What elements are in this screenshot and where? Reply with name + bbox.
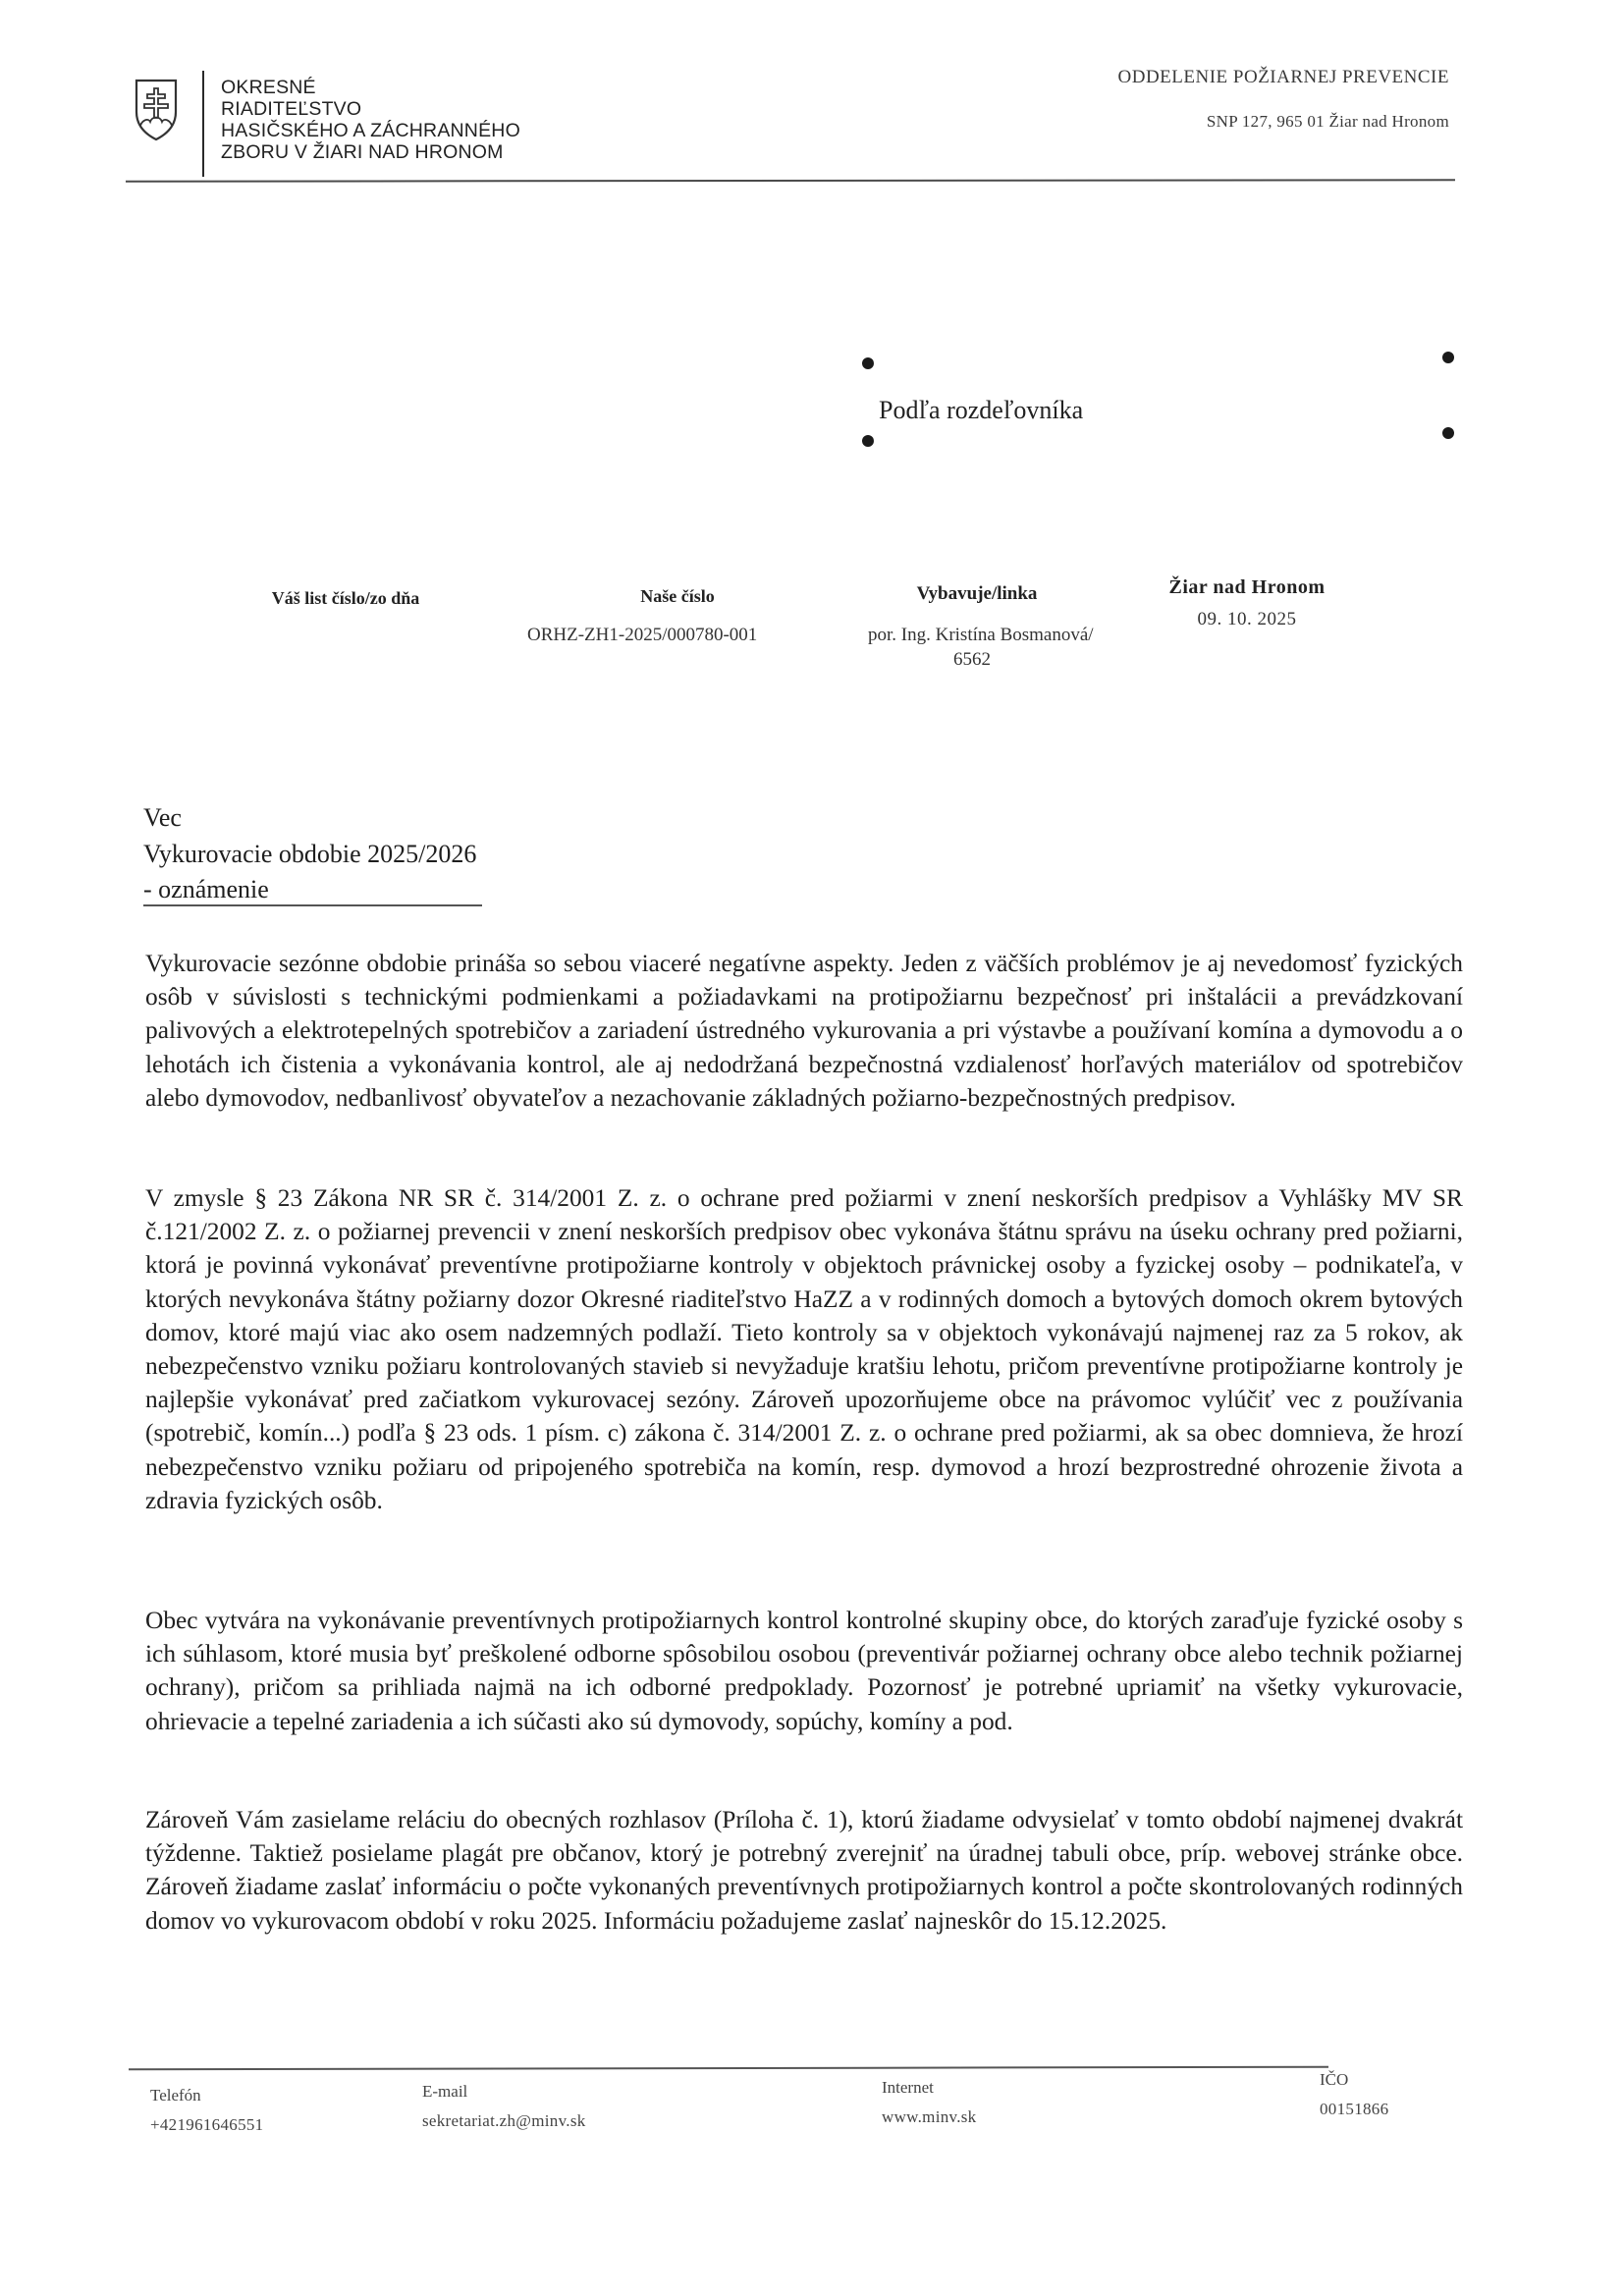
your-letter-column <box>228 588 463 609</box>
footer-ico <box>1320 2070 1388 2119</box>
subject-subtitle: - oznámenie <box>143 875 269 903</box>
recipient: Podľa rozdeľovníka <box>879 396 1084 424</box>
org-line: HASIČSKÉHO A ZÁCHRANNÉHO <box>221 120 520 141</box>
subject-title: Vykurovacie obdobie 2025/2026 <box>143 840 477 868</box>
footer-internet <box>882 2078 977 2127</box>
handled-by-label: Vybavuje/linka <box>916 583 1038 604</box>
address-window-marker <box>1442 427 1454 439</box>
your-letter-label: Váš list číslo/zo dňa <box>271 588 420 608</box>
place-date-column <box>1149 576 1345 631</box>
subject-underline <box>143 904 482 906</box>
org-line: ZBORU V ŽIARI NAD HRONOM <box>221 141 504 163</box>
phone-label: Telefón <box>150 2086 201 2105</box>
header-divider <box>126 179 1455 182</box>
footer-email <box>422 2082 586 2131</box>
phone-value: +421961646551 <box>150 2115 264 2134</box>
address-window-marker <box>862 435 874 447</box>
body-paragraph: Zároveň Vám zasielame reláciu do obecných rozhlasov (Príloha č. 1), ktorú žiadame odvysielať v tomto období najmenej dvakrát týždenne. Taktiež posielame plagát pre občanov, ktorý je potrebný zverejniť na úradnej tabuli obce, príp. webovej stránke obce. Zároveň žiadame zaslať informáciu o počte vykonaných preventívnych protipožiarnych kontrol a počte skontrolovaných rodinných domov vo vykurovacom období v roku 2025. Informáciu požadujeme zaslať najneskôr do 15.12.2025. <box>145 1806 1463 1935</box>
footer-divider <box>129 2066 1328 2071</box>
organization-name <box>221 77 520 163</box>
org-line: RIADITEĽSTVO <box>221 98 362 120</box>
letter-date: 09. 10. 2025 <box>1197 609 1297 629</box>
phone-extension: 6562 <box>953 649 991 670</box>
coat-of-arms-icon <box>135 79 178 141</box>
internet-label: Internet <box>882 2078 934 2097</box>
subject-label: Vec <box>143 803 182 832</box>
address-window-marker <box>1442 352 1454 363</box>
our-number-column <box>511 586 844 607</box>
department-name: ODDELENIE POŽIARNEJ PREVENCIE <box>1117 67 1449 87</box>
ico-label: IČO <box>1320 2070 1349 2089</box>
footer-phone <box>150 2086 264 2135</box>
body-paragraph: Obec vytvára na vykonávanie preventívnych protipožiarnych kontrol kontrolné skupiny obce, do ktorých zaraďuje fyzické osoby s ich súhlasom, ktoré musia byť preškolené odborne spôsobilou osobou (preventivár požiarnej ochrany obce alebo technik požiarnej ochrany), pričom sa prihliada najmä na ich odborné predpoklady. Pozornosť je potrebné upriamiť na všetky vykurovacie, ohrievacie a tepelné zariadenia a ich súčasti ako sú dymovody, sopúchy, komíny a pod. <box>145 1607 1463 1735</box>
body-paragraph: V zmysle § 23 Zákona NR SR č. 314/2001 Z. z. o ochrane pred požiarmi v znení neskorších predpisov a Vyhlášky MV SR č.121/2002 Z. z. o požiarnej prevencii v znení neskorších predpisov obec vykonáva štátnu správu na úseku ochrany pred požiarni, ktorá je povinná vykonávať preventívne protipožiarne kontroly v objektoch právnickej osoby a fyzickej osoby – podnikateľa, v ktorých nevykonáva štátny požiarny dozor Okresné riaditeľstvo HaZZ a v rodinných domoch a bytových domoch okrem bytových domov, ktoré majú viac ako osem nadzemných podlaží. Tieto kontroly sa v objektoch vykonávajú najmenej raz za 5 rokov, ak nebezpečenstvo vzniku požiaru kontrolovaných stavieb si nevyžaduje kratšiu lehotu, pričom preventívne protipožiarne kontroly je najlepšie vykonávať pred začiatkom vykurovacej sezóny. Zároveň upozorňujeme obce na právomoc vylúčiť vec z používania (spotrebič, komín...) podľa § 23 ods. 1 písm. c) zákona č. 314/2001 Z. z. o ochrane pred požiarmi, ak sa obec domnieva, že hrozí nebezpečenstvo vzniku požiaru od pripojeného spotrebiča na komín, resp. dymovod a hrozí bezprostredné ohrozenie života a zdravia fyzických osôb. <box>145 1184 1463 1514</box>
org-line: OKRESNÉ <box>221 77 316 98</box>
our-number-value: ORHZ-ZH1-2025/000780-001 <box>527 625 758 645</box>
address-window-marker <box>862 357 874 369</box>
email-label: E-mail <box>422 2082 468 2101</box>
ico-value: 00151866 <box>1320 2100 1389 2118</box>
handled-by-column <box>844 583 1110 605</box>
handled-by-value: por. Ing. Kristína Bosmanová/ <box>868 625 1094 645</box>
website-link[interactable]: www.minv.sk <box>882 2107 977 2126</box>
body-paragraph: Vykurovacie sezónne obdobie prináša so sebou viaceré negatívne aspekty. Jeden z väčších problémov je aj nevedomosť fyzických osôb v súvislosti s technickými podmienkami a požiadavkami na protipožiarnu bezpečnosť pri inštalácii a prevádzkovaní palivových a elektrotepelných spotrebičov a zariadení ústredného vykurovania a pri výstavbe a používaní komína a dymovodu a o lehotách ich čistenia a vykonávania kontrol, ale aj nedodržaná bezpečnostná vzdialenosť horľavých materiálov od spotrebičov alebo dymovodov, nedbanlivosť obyvateľov a nezachovanie základných požiarno-bezpečnostných predpisov. <box>145 950 1463 1112</box>
logo-divider <box>202 71 204 177</box>
our-number-label: Naše číslo <box>640 586 715 606</box>
place-label: Žiar nad Hronom <box>1168 576 1326 598</box>
email-link[interactable]: sekretariat.zh@minv.sk <box>422 2111 586 2130</box>
department-address: SNP 127, 965 01 Žiar nad Hronom <box>1206 112 1449 131</box>
